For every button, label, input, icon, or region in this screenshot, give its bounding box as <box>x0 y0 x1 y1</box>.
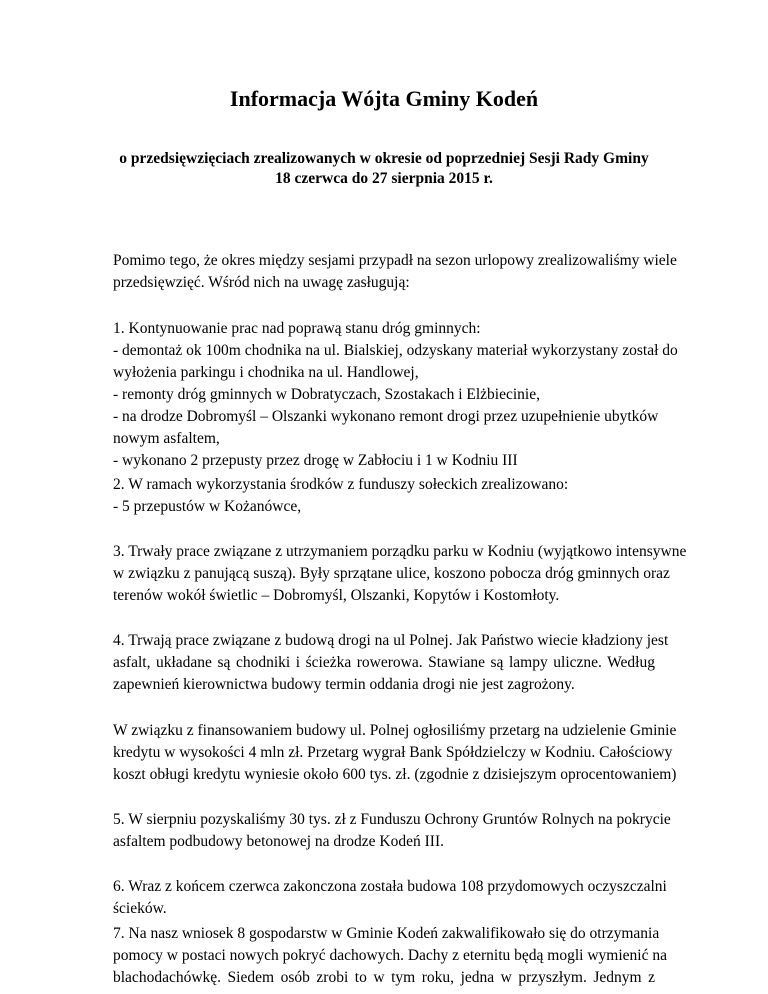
paragraph-line: 7. Na nasz wniosek 8 gospodarstw w Gminie Kodeń zakwalifikowało się do otrzymania <box>113 925 660 942</box>
paragraph-item-2 <box>113 474 655 518</box>
paragraph-line: 2. W ramach wykorzystania środków z funduszy sołeckich zrealizowano: <box>113 476 569 493</box>
paragraph-line: w związku z panującą suszą). Były sprzątane ulice, koszono pobocza dróg gminnych oraz <box>113 565 670 582</box>
paragraph-line: asfalt, układane są chodniki i ścieżka rowerowa. Stawiane są lampy uliczne. Według <box>113 654 655 671</box>
paragraph-line: terenów wokół świetlic – Dobromyśl, Olszanki, Kopytów i Kostomłoty. <box>113 587 560 604</box>
paragraph-loan <box>113 720 677 786</box>
paragraph-line: ścieków. <box>113 900 167 917</box>
paragraph-line: zapewnień kierownictwa budowy termin oddania drogi nie jest zagrożony. <box>113 676 575 693</box>
paragraph-item-7 <box>113 923 667 989</box>
paragraph-item-1 <box>113 318 678 472</box>
paragraph-line: - na drodze Dobromyśl – Olszanki wykonano remont drogi przez uzupełnienie ubytków <box>113 408 659 425</box>
paragraph-line: 3. Trwały prace związane z utrzymaniem porządku parku w Kodniu (wyjątkowo intensywne <box>113 543 687 560</box>
paragraph-line: przedsięwzięć. Wśród nich na uwagę zasługują: <box>113 274 410 291</box>
paragraph-line: W związku z finansowaniem budowy ul. Polnej ogłosiliśmy przetarg na udzielenie Gminie <box>113 722 677 739</box>
paragraph-line: 4. Trwają prace związane z budową drogi na ul Polnej. Jak Państwo wiecie kładziony jest <box>113 632 669 649</box>
document-title: Informacja Wójta Gminy Kodeń <box>229 86 539 111</box>
paragraph-line: asfaltem podbudowy betonowej na drodze Kodeń III. <box>113 833 444 850</box>
paragraph-line: blachodachówkę. Siedem osób zrobi to w tym roku, jedna w przyszłym. Jednym z <box>113 969 655 986</box>
paragraph-line: pomocy w postaci nowych pokryć dachowych. Dachy z eternitu będą mogli wymienić na <box>113 947 667 964</box>
subtitle-line-2: 18 czerwca do 27 sierpnia 2015 r. <box>275 170 493 187</box>
paragraph-line: Pomimo tego, że okres między sesjami przypadł na sezon urlopowy zrealizowaliśmy wiele <box>113 252 677 269</box>
paragraph-line: - wykonano 2 przepusty przez drogę w Zabłociu i 1 w Kodniu III <box>113 452 518 469</box>
paragraph-item-5 <box>113 809 671 853</box>
paragraph-line: 5. W sierpniu pozyskaliśmy 30 tys. zł z Funduszu Ochrony Gruntów Rolnych na pokrycie <box>113 811 671 828</box>
paragraph-item-3 <box>113 541 687 607</box>
paragraph-line: koszt obługi kredytu wyniesie około 600 tys. zł. (zgodnie z dzisiejszym oprocentowaniem) <box>113 766 677 783</box>
paragraph-line: wyłożenia parkingu i chodnika na ul. Handlowej, <box>113 364 419 381</box>
paragraph-item-6 <box>113 876 667 920</box>
paragraph-line: - demontaż ok 100m chodnika na ul. Bialskiej, odzyskany materiał wykorzystany został do <box>113 342 678 359</box>
paragraph-line: kredytu w wysokości 4 mln zł. Przetarg wygrał Bank Spółdzielczy w Kodniu. Całościowy <box>113 744 673 761</box>
paragraph-line: - remonty dróg gminnych w Dobratyczach, Szostakach i Elżbiecinie, <box>113 386 540 403</box>
paragraph-line: - 5 przepustów w Kożanówce, <box>113 498 302 515</box>
subtitle-line-1: o przedsięwzięciach zrealizowanych w okresie od poprzedniej Sesji Rady Gminy <box>119 150 649 167</box>
paragraph-item-4 <box>113 630 669 696</box>
paragraph-line: nowym asfaltem, <box>113 430 220 447</box>
paragraph-line: 1. Kontynuowanie prac nad poprawą stanu dróg gminnych: <box>113 320 481 337</box>
paragraph-intro <box>113 250 677 294</box>
paragraph-line: 6. Wraz z końcem czerwca zakonczona została budowa 108 przydomowych oczyszczalni <box>113 878 667 895</box>
